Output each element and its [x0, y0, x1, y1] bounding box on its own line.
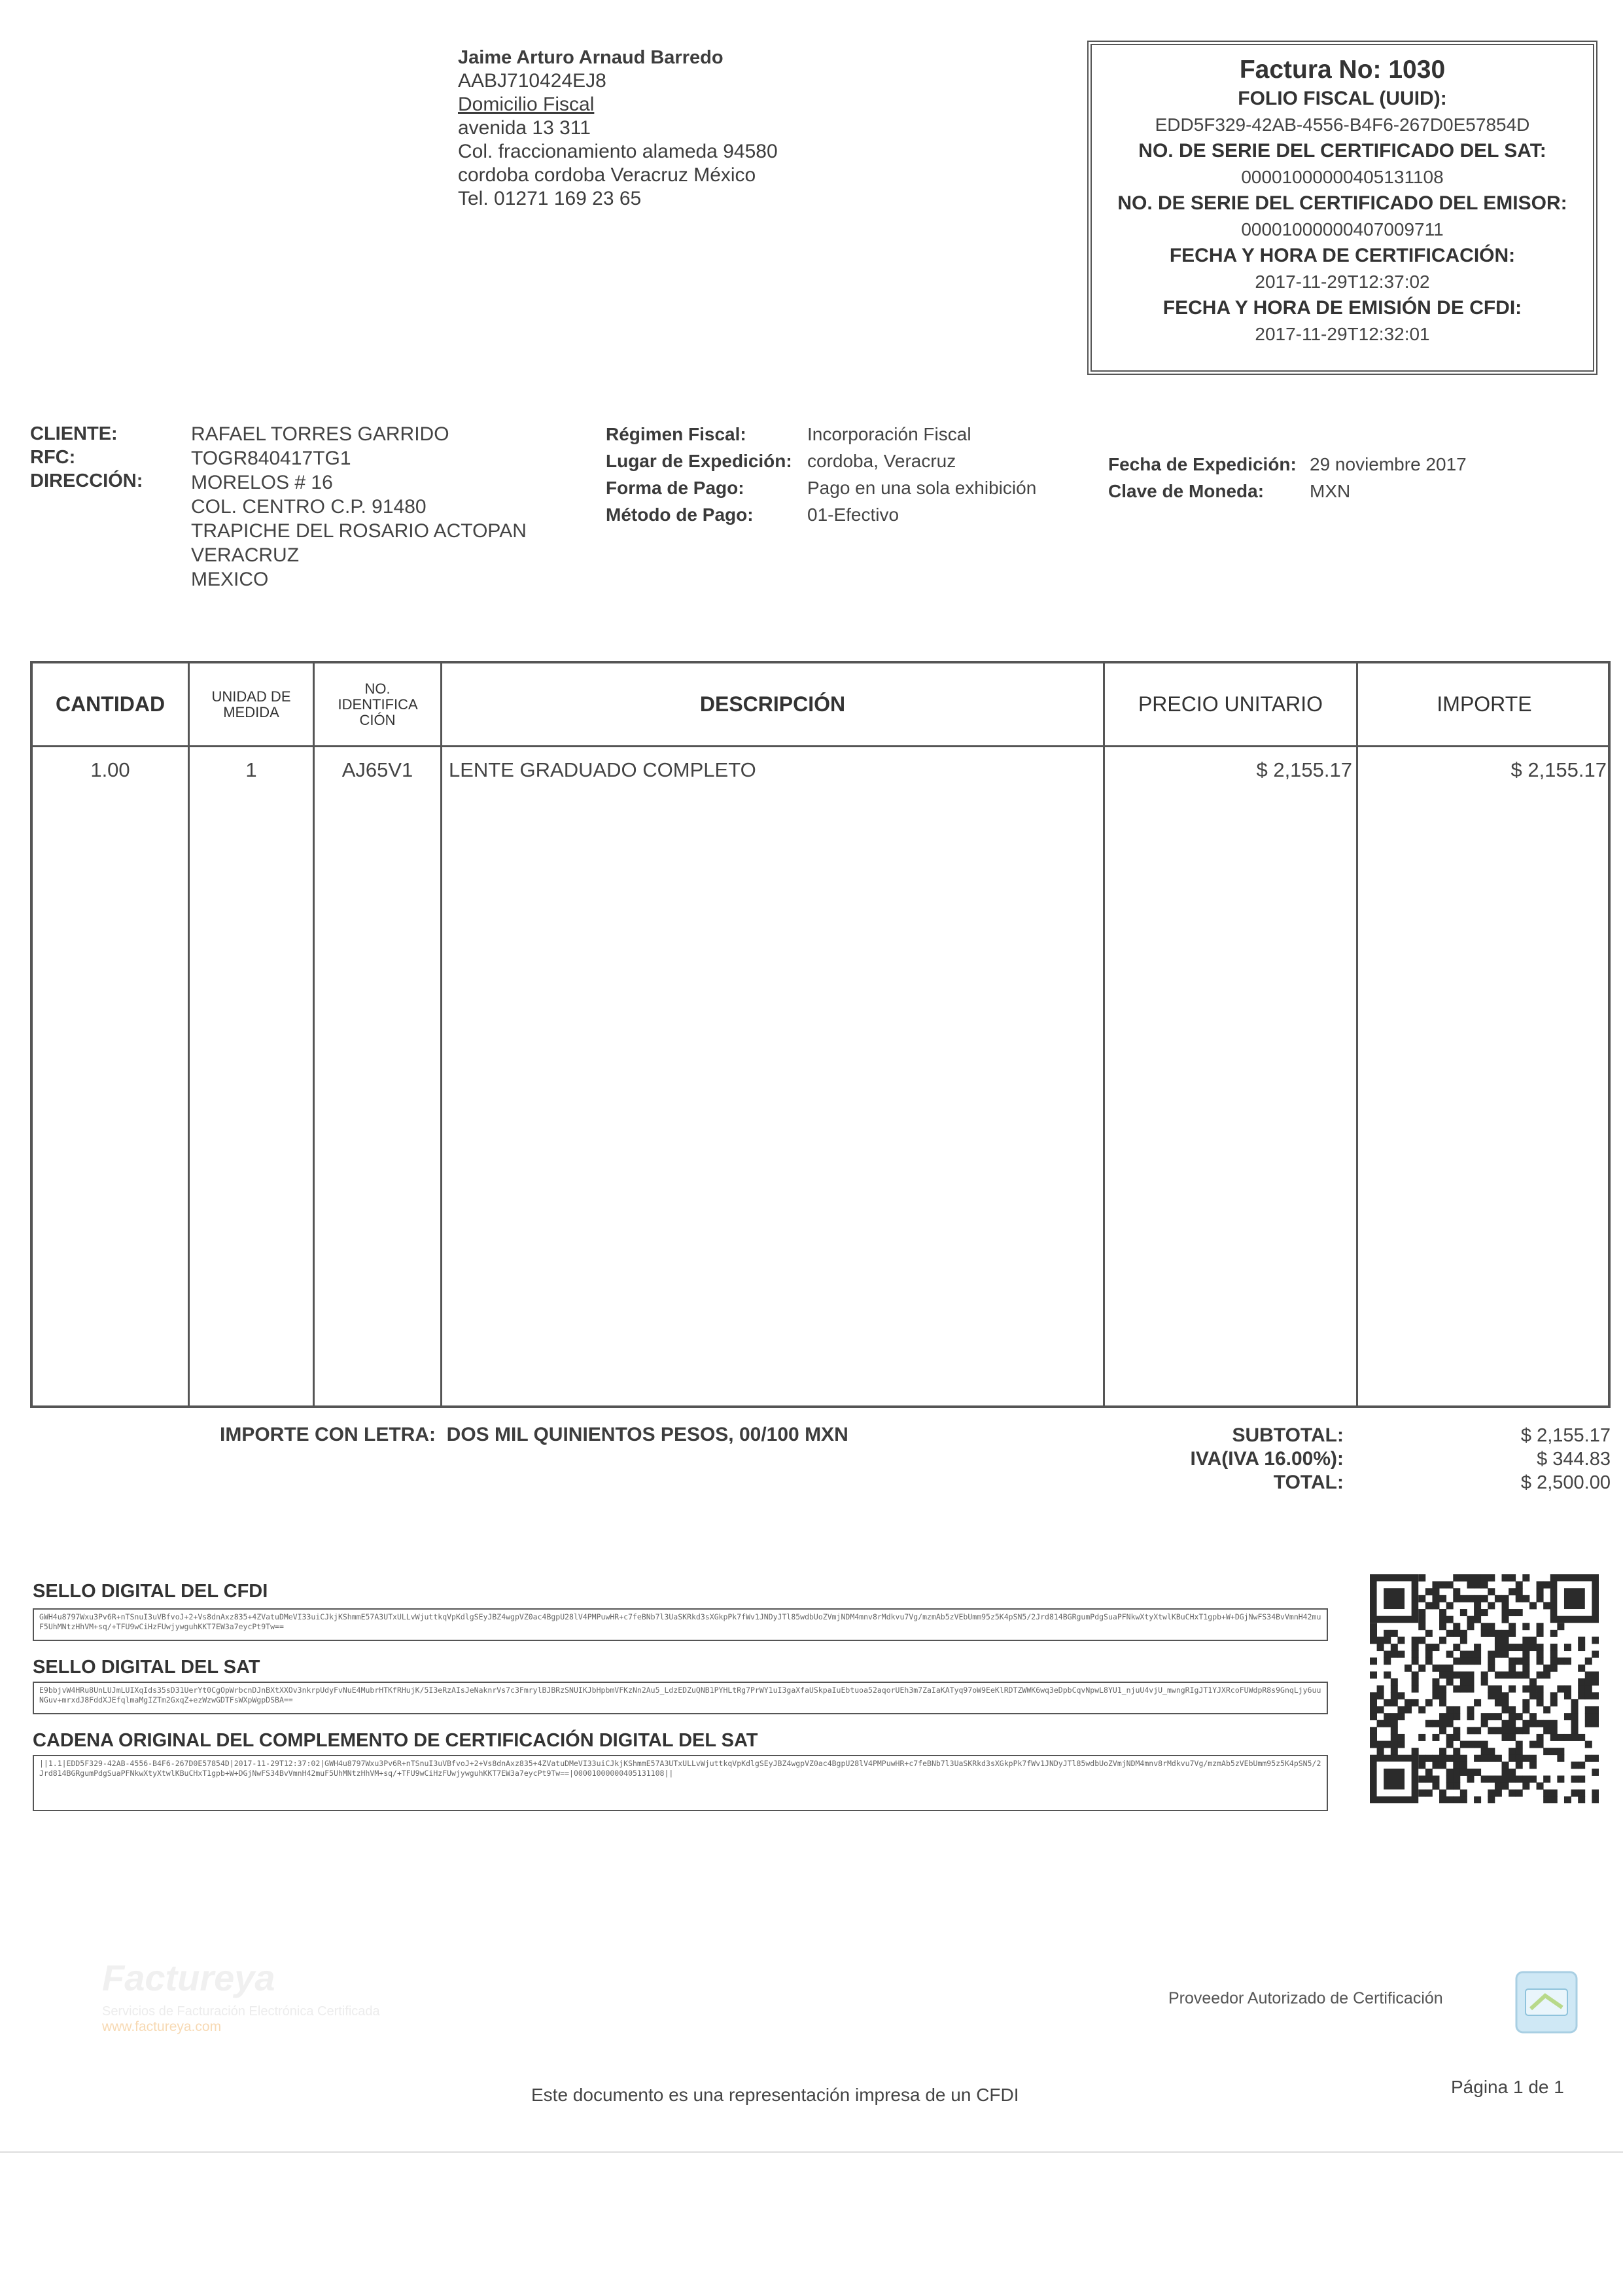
row-descripcion: LENTE GRADUADO COMPLETO	[449, 758, 756, 781]
row-precio-unitario: $ 2,155.17	[1256, 758, 1352, 781]
client-labels	[30, 422, 187, 493]
cfdi-representation-note: Este documento es una representación impresa de un CFDI	[531, 2085, 1019, 2105]
issuer-rfc: AABJ710424EJ8	[458, 70, 606, 92]
subtotal-value: $ 2,155.17	[1520, 1425, 1611, 1446]
fiscal-labels	[606, 421, 802, 528]
certification-date-value: 2017-11-29T12:37:02	[1255, 272, 1430, 292]
fecha-expedicion-value: 29 noviembre 2017	[1310, 454, 1467, 474]
page-number: Página 1 de 1	[1451, 2077, 1564, 2097]
client-values	[191, 422, 597, 592]
emission-date-value: 2017-11-29T12:32:01	[1255, 324, 1430, 344]
emisor-cert-value: 00001000000407009711	[1241, 219, 1444, 239]
client-address-line5: MEXICO	[191, 569, 269, 590]
client-address-line1: MORELOS # 16	[191, 472, 333, 493]
uuid-label: FOLIO FISCAL (UUID):	[1238, 88, 1447, 109]
client-address-line4: VERACRUZ	[191, 544, 300, 566]
sello-cfdi-box: GWH4u8797Wxu3Pv6R+nTSnuI3uVBfvoJ+2+Vs8dnAxz835+4ZVatuDMeVI33uiCJkjKShmmE57A3UTxULLvWjuttkqVpKdlgSEyJBZ4wgpVZ0ac4BgpU28lV4PMPuwHR+c7feBNb7l3UaSKRkd3sXGkpPk7fWv1JNDyJTl85wdbUoZVmjNDM4mnv8rMdkvu7Vg/mzmAb5zVEbUmm95z5K4pSN5/2Jrd814BGRgumPdgSuaPFNkwXtyXtwlKBuCHxT1gpb+W+DGjNwFS34BvVmnH42muF5UhMNtzHhVM+sq/+TFU9wCiHzFUwjywguhKKT7EW3a7eycPt9Tw==	[33, 1608, 1328, 1641]
header-cantidad: CANTIDAD	[55, 692, 166, 716]
issuer-address-line3: cordoba cordoba Veracruz México	[458, 164, 756, 186]
fiscal-values	[807, 421, 1082, 528]
client-address-line3: TRAPICHE DEL ROSARIO ACTOPAN	[191, 520, 527, 542]
importe-letra-label: IMPORTE CON LETRA:	[220, 1424, 436, 1445]
factureya-logo: Factureya	[102, 1957, 275, 1998]
moneda-label: Clave de Moneda:	[1108, 481, 1265, 501]
row-cantidad: 1.00	[90, 758, 130, 781]
issuer-name: Jaime Arturo Arnaud Barredo	[458, 47, 724, 68]
uuid-value: EDD5F329-42AB-4556-B4F6-267D0E57854D	[1155, 115, 1530, 135]
certification-date-label: FECHA Y HORA DE CERTIFICACIÓN:	[1169, 245, 1516, 266]
cadena-original-box: ||1.1|EDD5F329-42AB-4556-B4F6-267D0E57854D|2017-11-29T12:37:02|GWH4u8797Wxu3Pv6R+nTSnuI3uVBfvoJ+2+Vs8dnAxz835+4ZVatuDMeVI33uiCJkjKShmmE57A3UTxULLvWjuttkqVpKdlgSEyJBZ4wgpVZ0ac4BgpU28lV4PMPuwHR+c7feBNb7l3UaSKRkd3sXGkpPk7fWv1JNDyJTl85wdbUoZVmjNDM4mnv8rMdkvu7Vg/mzmAb5zVEbUmm95z5K4pSN5/2Jrd814BGRgumPdgSuaPFNkwXtyXtwlKBuCHxT1gpb+W+DGjNwFS34BvVmnH42muF5UhMNtzHhVM+sq/+TFU9wCiHzFUwjywguhKKT7EW3a7eycPt9Tw==|00001000000405131108||	[33, 1755, 1328, 1811]
issuer-address-line2: Col. fraccionamiento alameda 94580	[458, 141, 778, 162]
client-label: CLIENTE:	[30, 423, 118, 444]
row-unidad: 1	[245, 758, 257, 781]
folio-box	[1087, 41, 1597, 375]
header-descripcion: DESCRIPCIÓN	[699, 692, 846, 716]
issuer-phone: Tel. 01271 169 23 65	[458, 188, 642, 209]
lugar-value: cordoba, Veracruz	[807, 451, 956, 471]
regimen-value: Incorporación Fiscal	[807, 424, 971, 444]
total-label: TOTAL:	[1273, 1472, 1344, 1493]
sello-sat-box: E9bbjvW4HRu8UnLUJmLUIXqIds35sD31UerYt0CgOpWrbcnDJnBXtXXOv3nkrpUdyFvNuE4MubrHTKfRHujK/5I3eRzAIsJeNaknrVs7c3FmrylBJBRzSNUIKJbHpbmVFKzNn2Au5_LdzEDZuQNB1PYHLtRg7PrWY1uI3gaXfaUSkpaIuEbtuoa52aqorUEh3m7ZaIaKATyq97oW9EeKlRDTZWWK6wq3eDpbCqvNpwL8YU1_njuU4vjU_mwngRIgJT1YJXRcoFUWdpR8s9GnqLjy6uuNGuv+mrxdJ8FddXJEfqlmaMgIZTm2GxqZ+ezWzwGDTFsWXpWgpDSBA==	[33, 1682, 1328, 1714]
sat-cert-label: NO. DE SERIE DEL CERTIFICADO DEL SAT:	[1138, 140, 1546, 162]
factureya-url: www.factureya.com	[102, 2019, 222, 2034]
client-address-line2: COL. CENTRO C.P. 91480	[191, 496, 427, 518]
forma-pago-label: Forma de Pago:	[606, 478, 744, 498]
issuer-domicilio-label: Domicilio Fiscal	[458, 94, 595, 115]
row-importe: $ 2,155.17	[1510, 758, 1607, 781]
bottom-divider	[0, 2151, 1623, 2153]
emisor-cert-label: NO. DE SERIE DEL CERTIFICADO DEL EMISOR:	[1117, 192, 1567, 214]
factureya-brand	[102, 1956, 468, 2035]
sat-cert-value: 00001000000405131108	[1241, 167, 1444, 187]
factureya-tagline: Servicios de Facturación Electrónica Certificada	[102, 2004, 380, 2019]
header-identificacion: NO. IDENTIFICA CIÓN	[338, 680, 418, 728]
totals-values	[1406, 1424, 1611, 1494]
subtotal-label: SUBTOTAL:	[1232, 1424, 1344, 1446]
sello-sat-title: SELLO DIGITAL DEL SAT	[33, 1657, 260, 1678]
sello-cfdi-title: SELLO DIGITAL DEL CFDI	[33, 1581, 268, 1602]
lugar-label: Lugar de Expedición:	[606, 451, 792, 471]
invoice-number: Factura No: 1030	[1239, 56, 1446, 84]
sat-certification-logo	[1514, 1969, 1579, 2035]
iva-value: $ 344.83	[1537, 1449, 1611, 1470]
client-rfc-label: RFC:	[30, 447, 76, 468]
row-identificacion: AJ65V1	[341, 758, 413, 781]
header-importe: IMPORTE	[1437, 692, 1532, 716]
items-table	[30, 661, 1611, 1408]
metodo-pago-value: 01-Efectivo	[807, 504, 899, 525]
forma-pago-value: Pago en una sola exhibición	[807, 478, 1037, 498]
importe-con-letra	[220, 1424, 848, 1446]
fecha-expedicion-label: Fecha de Expedición:	[1108, 454, 1297, 474]
client-name: RAFAEL TORRES GARRIDO	[191, 423, 449, 445]
header-unidad: UNIDAD DE MEDIDA	[211, 688, 291, 720]
cadena-original-title: CADENA ORIGINAL DEL COMPLEMENTO DE CERTIFICACIÓN DIGITAL DEL SAT	[33, 1730, 758, 1751]
client-rfc: TOGR840417TG1	[191, 448, 351, 469]
totals-labels	[1112, 1424, 1344, 1494]
total-value: $ 2,500.00	[1520, 1472, 1611, 1493]
metodo-pago-label: Método de Pago:	[606, 504, 754, 525]
issuer-block	[458, 46, 864, 211]
qr-code	[1370, 1574, 1599, 1803]
client-address-label: DIRECCIÓN:	[30, 470, 143, 491]
proveedor-autorizado: Proveedor Autorizado de Certificación	[1168, 1989, 1443, 2007]
iva-label: IVA(IVA 16.00%):	[1190, 1448, 1344, 1470]
expedition-values	[1310, 451, 1558, 504]
expedition-labels	[1108, 451, 1304, 504]
issuer-address-line1: avenida 13 311	[458, 117, 591, 139]
importe-letra-value: DOS MIL QUINIENTOS PESOS, 00/100 MXN	[446, 1424, 848, 1445]
emission-date-label: FECHA Y HORA DE EMISIÓN DE CFDI:	[1162, 297, 1522, 319]
header-precio-unitario: PRECIO UNITARIO	[1138, 692, 1323, 716]
regimen-label: Régimen Fiscal:	[606, 424, 746, 444]
moneda-value: MXN	[1310, 481, 1351, 501]
